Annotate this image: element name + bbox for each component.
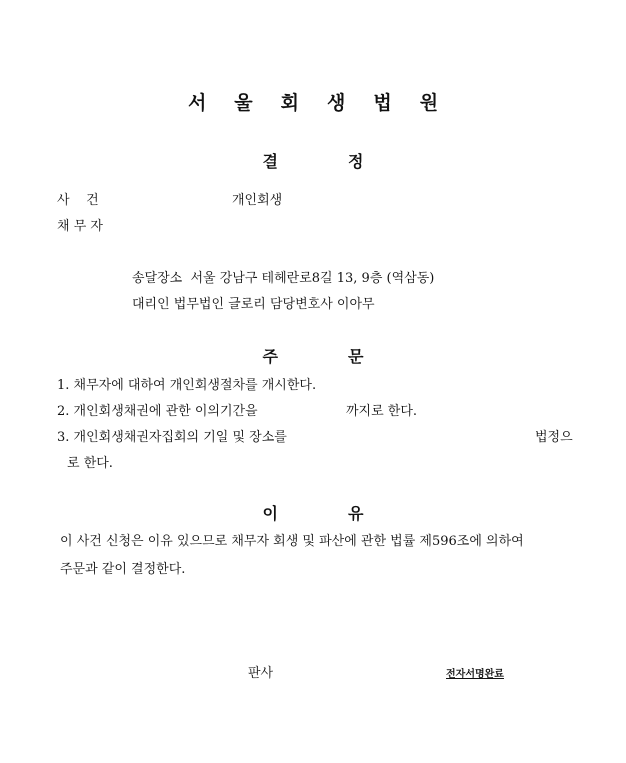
order-item-3-start: 3. 개인회생채권자집회의 기일 및 장소를 — [57, 430, 287, 445]
order-item-2-end: 까지로 한다. — [346, 404, 418, 419]
order-heading-char-1: 주 — [262, 347, 278, 366]
order-heading — [0, 344, 626, 367]
reason-heading-char-2: 유 — [348, 504, 364, 523]
court-name: 서울회생법원 — [187, 92, 467, 114]
judge-label: 판사 — [248, 666, 274, 681]
decision-title-char-1: 결 — [262, 152, 278, 171]
decision-title — [0, 149, 626, 172]
reason-heading — [0, 501, 626, 524]
order-item-2-start: 2. 개인회생채권에 관한 이의기간을 — [57, 404, 258, 419]
order-item-3-continuation: 로 한다. — [67, 456, 113, 471]
case-label: 사 건 — [57, 193, 99, 208]
order-heading-char-2: 문 — [348, 347, 364, 366]
debtor-label: 채 무 자 — [57, 219, 103, 234]
order-item-3-end: 법정으 — [535, 430, 573, 445]
service-address: 송달장소 서울 강남구 테헤란로8길 13, 9층 (역삼동) — [132, 271, 435, 286]
reason-line-1: 이 사건 신청은 이유 있으므로 채무자 회생 및 파산에 관한 법률 제596조에 의하여 — [60, 534, 524, 549]
reason-line-2: 주문과 같이 결정한다. — [60, 562, 186, 577]
decision-title-char-2: 정 — [348, 152, 364, 171]
attorney-line: 대리인 법무법인 글로리 담당변호사 이아무 — [132, 297, 375, 312]
case-value: 개인회생 — [232, 193, 283, 208]
electronic-signature-mark: 전자서명완료 — [446, 669, 504, 680]
order-item-1: 1. 채무자에 대하여 개인회생절차를 개시한다. — [57, 378, 317, 393]
reason-heading-char-1: 이 — [262, 504, 278, 523]
